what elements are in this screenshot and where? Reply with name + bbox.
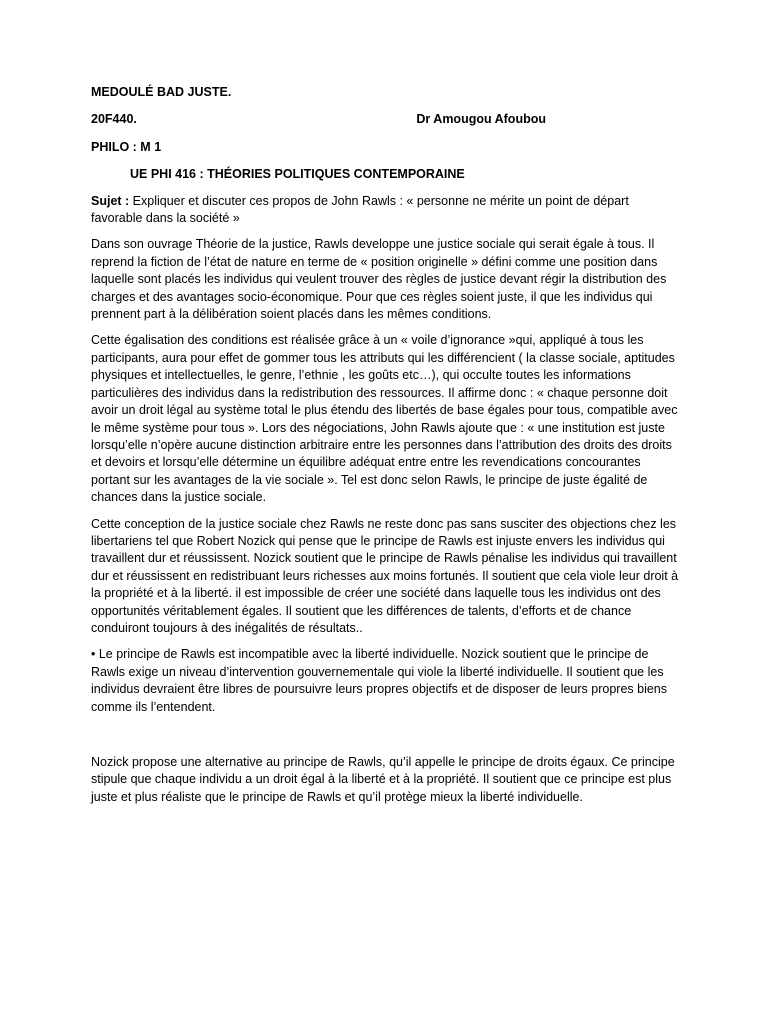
- level: PHILO : M 1: [91, 139, 162, 154]
- body-paragraph: Cette égalisation des conditions est réalisée grâce à un « voile d’ignorance »qui, appliqué à tous les participants, aura pour effet de gommer tous les attributs qui les différencient ( la classe sociale, aptitudes physiques et intellectuelles, le genre, l’ethnie , les goûts etc…), qui occulte toutes les informations particulières des individus dans la redistribution des ressources. Il affirme donc : « chaque personne doit avoir un droit légal au système total le plus étendu des libertés de base égales pour tous, compatible avec le même système pour tous ». Lors des négociations, John Rawls ajoute que : « une institution est juste lorsqu’elle n’opère aucune distinction arbitraire entre les personnes dans l’attribution des droits des droits et devoirs et lorsqu’elle détermine un équilibre adéquat entre entre les revendications concourantes portant sur les avantages de la vie sociale ». Tel est donc selon Rawls, le principe de juste égalité de chances dans la justice sociale.: [91, 333, 678, 505]
- course-title: UE PHI 416 : THÉORIES POLITIQUES CONTEMPORAINE: [130, 167, 465, 182]
- document-page: [91, 84, 681, 806]
- teacher-name: Dr Amougou Afoubou: [416, 112, 546, 127]
- subject-text: Expliquer et discuter ces propos de John Rawls : « personne ne mérite un point de départ favorable dans la société »: [91, 193, 629, 226]
- body-paragraph: Dans son ouvrage Théorie de la justice, Rawls developpe une justice sociale qui serait égale à tous. Il reprend la fiction de l’état de nature en terme de « position originelle » défini comme une position dans laquelle sont placés les individus qui veulent trouver des règles de justice devant régir la distribution des charges et des avantages socio-économique. Pour que ces règles soient juste, il que les individus qui prennent part à la délibération soient placés dans les mêmes conditions.: [91, 237, 667, 322]
- id-teacher-row: [91, 111, 546, 128]
- body-paragraph: Nozick propose une alternative au principe de Rawls, qu’il appelle le principe de droits égaux. Ce principe stipule que chaque individu a un droit égal à la liberté et à la propriété. Il soutient que ce principe est plus juste et plus réaliste que le principe de Rawls et qu’il protège mieux la liberté individuelle.: [91, 755, 675, 804]
- subject-paragraph: [91, 193, 681, 228]
- student-id: 20F440.: [91, 112, 137, 127]
- subject-label: Sujet :: [91, 193, 130, 208]
- bullet-paragraph: • Le principe de Rawls est incompatible avec la liberté individuelle. Nozick soutient que le principe de Rawls exige un niveau d’intervention gouvernementale qui viole la liberté individuelle. Il soutient que les individus devraient être libres de poursuivre leurs propres objectifs et de disposer de leurs propres biens comme ils l’entendent.: [91, 647, 668, 714]
- body-paragraph: Cette conception de la justice sociale chez Rawls ne reste donc pas sans susciter des objections chez les libertariens tel que Robert Nozick qui pense que le principe de Rawls est injuste envers les individus qui travaillent dur et réussissent. Nozick soutient que le principe de Rawls pénalise les individus qui travaillent dur et réussissent en redistribuant leurs richesses aux moins fortunés. Il soutient que cela viole leur droit à la propriété et à la liberté. il est impossible de créer une société dans laquelle tous les individus ont des opportunités véritablement égales. Il soutient que les différences de talents, d’efforts et de chance conduiront toujours à des inégalités de résultats..: [91, 516, 679, 635]
- student-name: MEDOULÉ BAD JUSTE.: [91, 85, 232, 99]
